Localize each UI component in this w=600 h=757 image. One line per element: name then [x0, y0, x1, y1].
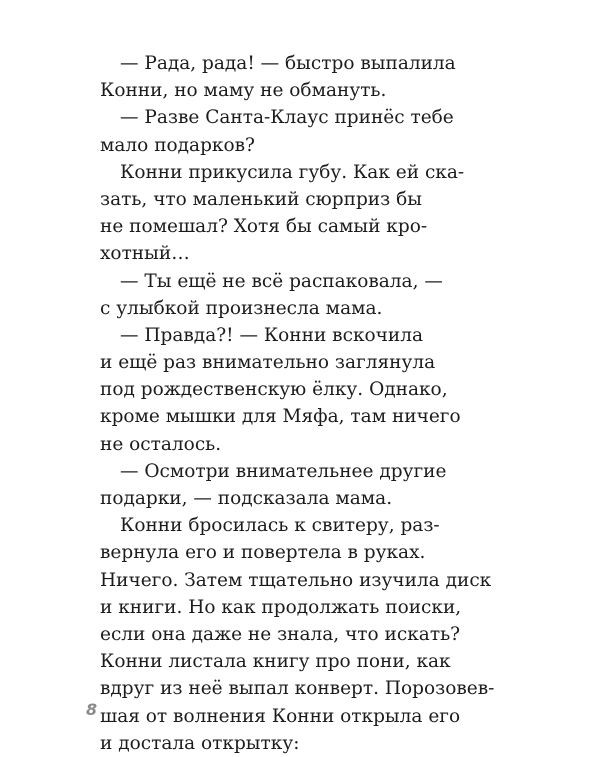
text-line: шая от волнения Конни открыла его — [100, 705, 461, 727]
text-line: и достала открытку: — [100, 732, 300, 754]
text-line: не осталось. — [100, 433, 222, 455]
text-line: подарки, — подсказала мама. — [100, 488, 393, 509]
text-line: кроме мышки для Мяфа, там ничего — [100, 406, 461, 428]
text-line: вернула его и повертела в руках. — [100, 542, 426, 564]
text-line: Конни прикусила губу. Как ей ска- — [120, 161, 465, 183]
text-line: хотный… — [100, 243, 190, 265]
text-line: — Осмотри внимательнее другие — [120, 460, 447, 482]
page-number: 8 — [86, 700, 98, 719]
text-line: и ещё раз внимательно заглянула — [100, 352, 436, 374]
text-line: не помешал? Хотя бы самый кро- — [100, 216, 428, 238]
text-line: если она даже не знала, что искать? — [100, 623, 461, 645]
page-body-text — [100, 50, 500, 757]
text-line: — Разве Санта-Клаус принёс тебе — [120, 107, 454, 129]
text-line: вдруг из неё выпал конверт. Порозовев- — [100, 678, 495, 700]
text-line: — Ты ещё не всё распаковала, — — [120, 270, 443, 292]
text-line: и книги. Но как продолжать поиски, — [100, 596, 462, 618]
text-line: под рождественскую ёлку. Однако, — [100, 379, 448, 401]
text-line: мало подарков? — [100, 134, 255, 156]
text-line: Ничего. Затем тщательно изучила диск — [100, 569, 492, 591]
text-line: с улыбкой произнесла мама. — [100, 297, 383, 319]
text-line: зать, что маленький сюрприз бы — [100, 188, 422, 210]
text-line: — Рада, рада! — быстро выпалила — [120, 53, 456, 74]
text-line: Конни бросилась к свитеру, раз- — [120, 515, 440, 537]
text-line: Конни, но маму не обмануть. — [100, 80, 387, 102]
text-line: Конни листала книгу про пони, как — [100, 651, 451, 673]
text-line: — Правда?! — Конни вскочила — [120, 324, 423, 346]
